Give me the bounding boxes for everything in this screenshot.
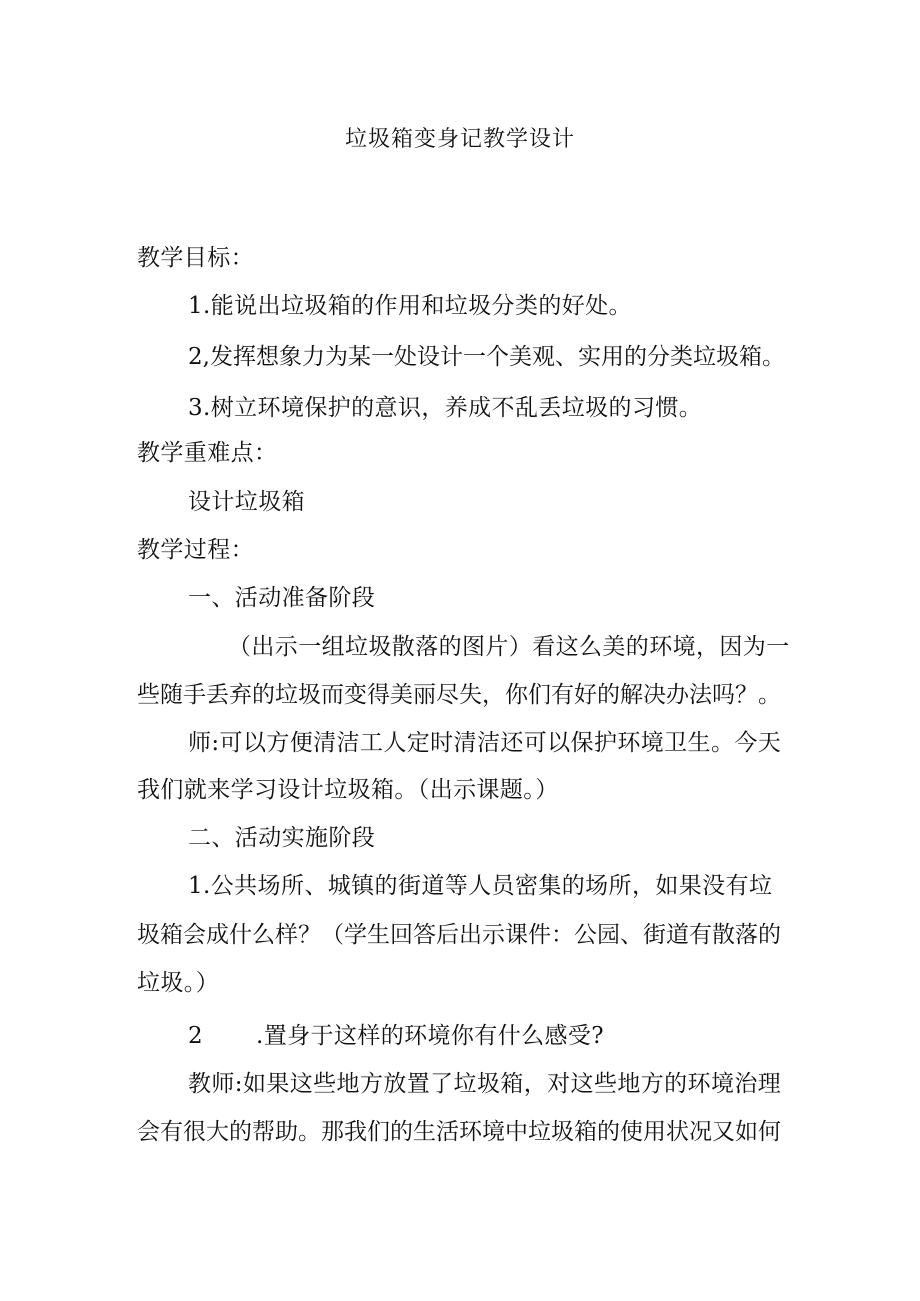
stage2-question1-line3: 垃圾。） <box>137 970 220 996</box>
key-points-heading: 教学重难点： <box>137 440 278 466</box>
key-point-text: 设计垃圾箱 <box>188 489 305 515</box>
stage2-question1-line2: 圾箱会成什么样？（学生回答后出示课件：公园、街道有散落的 <box>137 922 781 948</box>
objective-item-1: 1.能说出垃圾箱的作用和垃圾分类的好处。 <box>188 293 632 319</box>
stage1-paragraph2-line1: 师:可以方便清洁工人定时清洁还可以保护环境卫生。今天 <box>188 730 782 756</box>
document-title: 垃圾箱变身记教学设计 <box>345 127 576 152</box>
stage1-heading: 一、活动准备阶段 <box>188 585 376 611</box>
process-heading: 教学过程： <box>137 537 254 563</box>
question2-number: 2 <box>188 1023 204 1049</box>
question2-text: .置身于这样的环境你有什么感受? <box>256 1023 605 1049</box>
stage2-heading: 二、活动实施阶段 <box>188 825 376 851</box>
stage2-question2 <box>188 1021 604 1051</box>
teacher-line2: 会有很大的帮助。那我们的生活环境中垃圾箱的使用状况又如何 <box>137 1119 781 1145</box>
objectives-heading: 教学目标： <box>137 245 254 271</box>
stage2-question1-line1: 1.公共场所、城镇的街道等人员密集的场所，如果没有垃 <box>188 873 773 899</box>
stage1-paragraph1-line1: （出示一组垃圾散落的图片）看这么美的环境，因为一 <box>228 634 790 660</box>
stage1-paragraph2-line2: 我们就来学习设计垃圾箱。（出示课题。） <box>137 777 559 803</box>
stage1-paragraph1-line2: 些随手丢弃的垃圾而变得美丽尽失，你们有好的解决办法吗？。 <box>137 682 781 708</box>
objective-item-3: 3.树立环境保护的意识，养成不乱丢垃圾的习惯。 <box>188 395 703 421</box>
teacher-line1: 教师:如果这些地方放置了垃圾箱，对这些地方的环境治理 <box>188 1071 782 1097</box>
objective-item-2: 2,发挥想象力为某一处设计一个美观、实用的分类垃圾箱。 <box>188 344 785 370</box>
